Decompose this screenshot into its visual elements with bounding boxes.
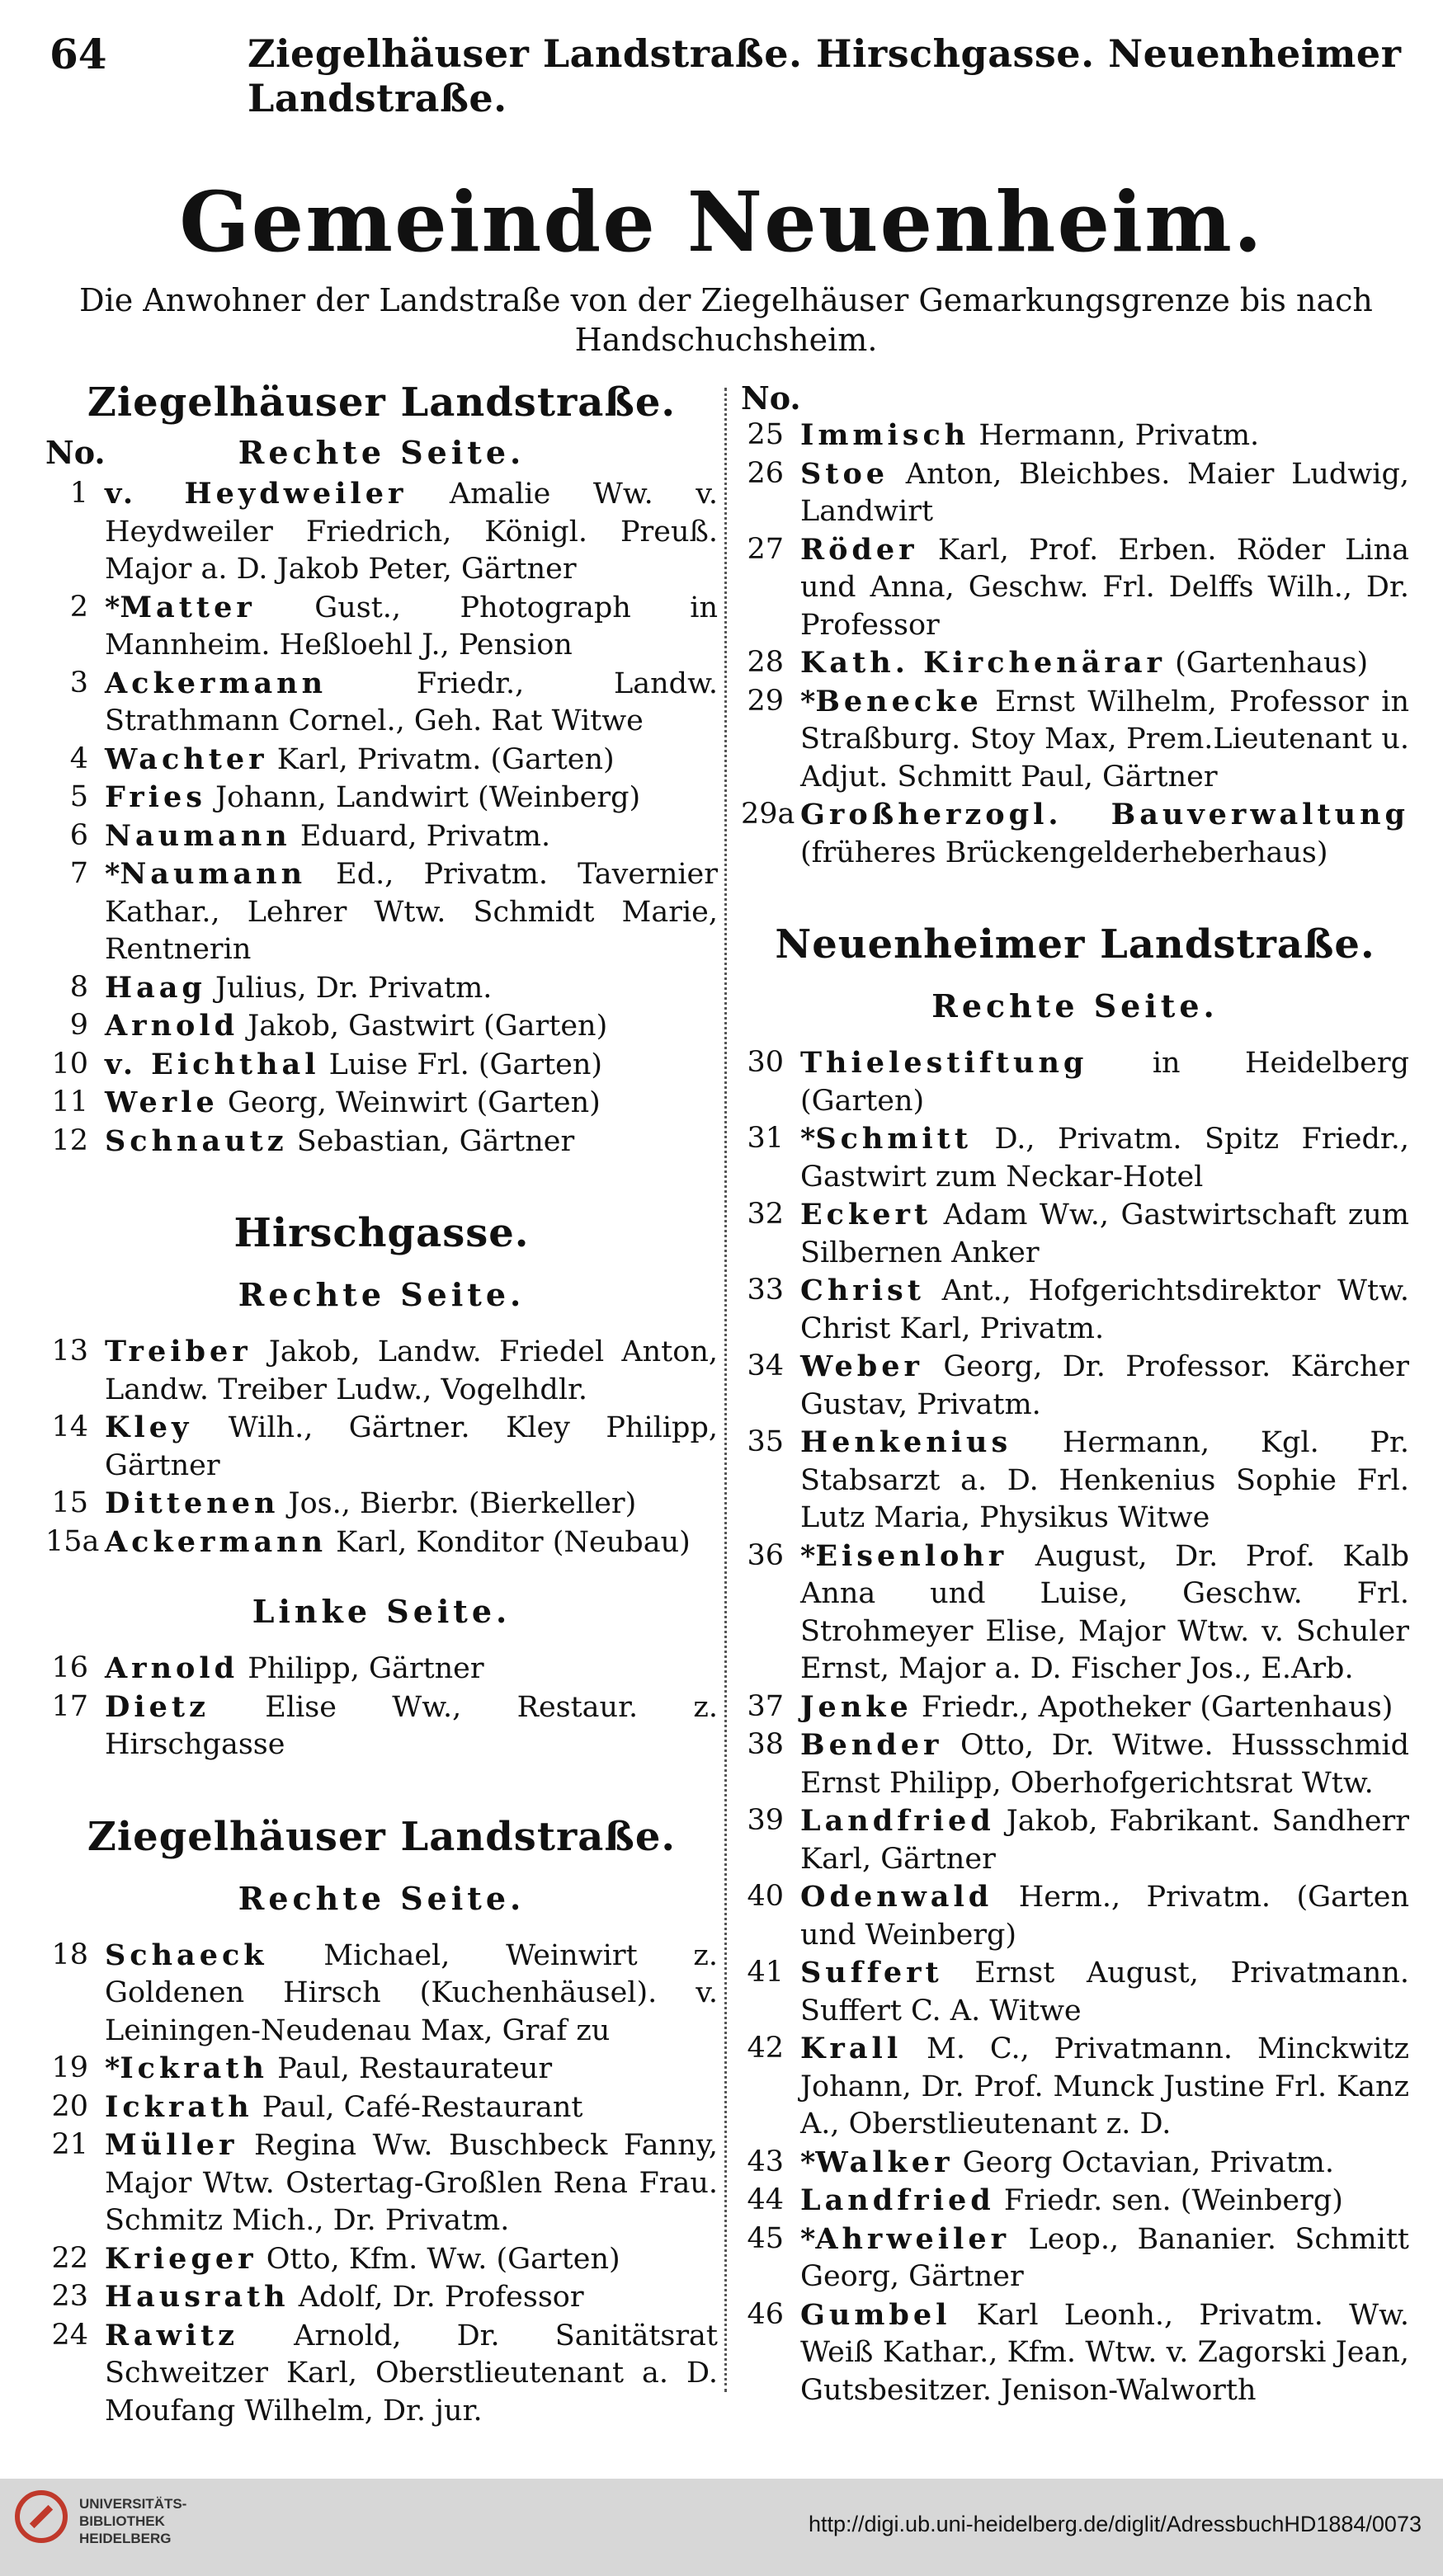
resident-details: Friedr., Apotheker (Gartenhaus) <box>912 1690 1393 1724</box>
side-heading: Rechte Seite. <box>931 987 1219 1024</box>
resident-details: Amalie Ww. v. Heydweiler Friedrich, Königl. Preuß. Major a. D. Jakob Peter, Gärtner <box>105 478 718 586</box>
resident-name: Ickrath <box>120 2051 268 2085</box>
list-item <box>741 644 1409 683</box>
resident-name: Fries <box>105 780 206 814</box>
house-number: 39 <box>747 1804 784 1837</box>
resident-details: Jakob, Gastwirt (Garten) <box>238 1010 608 1043</box>
resident-name: Landfried <box>800 2183 995 2217</box>
house-number: 40 <box>747 1880 784 1913</box>
house-number: 45 <box>747 2221 784 2255</box>
resident-details: Anton, Bleichbes. Maier Ludwig, Landwirt <box>800 457 1409 528</box>
house-number: 27 <box>747 532 784 566</box>
list-item <box>45 1409 718 1485</box>
house-number: 42 <box>747 2032 784 2065</box>
resident-details: Adolf, Dr. Professor <box>289 2281 584 2314</box>
resident-name: Thielestiftung <box>800 1046 1088 1080</box>
list-item <box>45 1937 718 2051</box>
resident-name: Schmitt <box>815 1122 973 1156</box>
resident-name: Schaeck <box>105 1938 268 1972</box>
house-number: 9 <box>69 1009 88 1042</box>
resident-name: Immisch <box>800 418 970 452</box>
resident-details: Jos., Bierbr. (Bierkeller) <box>279 1487 637 1520</box>
list-item <box>741 1954 1409 2030</box>
footer-bar <box>0 2479 1443 2576</box>
resident-details: Michael, Weinwirt z. Goldenen Hirsch (Kuchenhäusel). v. Leiningen-Neudenau Max, Graf zu <box>105 1938 718 2047</box>
resident-details: August, Dr. Prof. Kalb Anna und Luise, Geschw. Frl. Strohmeyer Elise, Major Wtw. v. Schuler Ernst, Major a. D. Fischer Jos., E.Arb. <box>800 1539 1409 1685</box>
resident-name: Krieger <box>105 2241 257 2276</box>
side-heading: Linke Seite. <box>252 1593 512 1630</box>
house-number: 36 <box>747 1538 784 1572</box>
resident-details: in Heidelberg (Garten) <box>800 1047 1409 1118</box>
house-number: 32 <box>747 1198 784 1231</box>
list-item <box>45 1007 718 1046</box>
list-item <box>45 2240 718 2279</box>
resident-name: Landfried <box>800 1804 995 1838</box>
house-number: 30 <box>747 1046 784 1079</box>
list-item <box>45 2126 718 2240</box>
list-item <box>741 1272 1409 1348</box>
list-item <box>741 2182 1409 2220</box>
house-number: 37 <box>747 1689 784 1723</box>
resident-details: Luise Frl. (Garten) <box>319 1048 603 1081</box>
house-number: 33 <box>747 1274 784 1307</box>
house-number: 22 <box>51 2241 88 2275</box>
side-heading: Rechte Seite. <box>238 434 526 471</box>
list-item <box>45 1046 718 1085</box>
resident-name: Eisenlohr <box>815 1538 1008 1573</box>
left-column <box>45 379 718 2430</box>
resident-details: Sebastian, Gärtner <box>287 1124 575 1158</box>
list-item <box>45 1123 718 1161</box>
resident-details: D., Privatm. Spitz Friedr., Gastwirt zum Neckar-Hotel <box>800 1123 1409 1194</box>
asterisk-mark: * <box>105 857 120 891</box>
resident-details: Julius, Dr. Privatm. <box>205 971 493 1005</box>
source-url-link[interactable]: http://digi.ub.uni-heidelberg.de/diglit/AdressbuchHD1884/0073 <box>808 2512 1422 2536</box>
list-item <box>741 1688 1409 1727</box>
resident-details: Regina Ww. Buschbeck Fanny, Major Wtw. Ostertag-Großlen Rena Frau. Schmitz Mich., Dr. Privatm. <box>105 2129 718 2237</box>
resident-name: Großherzogl. Bauverwaltung <box>800 798 1409 831</box>
list-item <box>45 1523 718 1562</box>
resident-details: Ed., Privatm. Tavernier Kathar., Lehrer Wtw. Schmidt Marie, Rentnerin <box>105 858 718 966</box>
house-number: 29a <box>741 798 795 831</box>
list-item <box>741 2296 1409 2410</box>
resident-details: Ernst Wilhelm, Professor in Straßburg. Stoy Max, Prem.Lieutenant u. Adjut. Schmitt Paul, Gärtner <box>800 685 1409 794</box>
list-item <box>45 1688 718 1764</box>
resident-name: Gumbel <box>800 2297 951 2332</box>
house-number: 20 <box>51 2089 88 2123</box>
resident-details: Johann, Landwirt (Weinberg) <box>205 781 641 814</box>
resident-details: Otto, Kfm. Ww. (Garten) <box>257 2242 620 2276</box>
resident-details: Friedr. sen. (Weinberg) <box>994 2184 1343 2217</box>
list-item <box>45 1333 718 1409</box>
list-item <box>741 1802 1409 1878</box>
resident-name: Ackermann <box>105 1524 328 1559</box>
house-number: 25 <box>747 418 784 451</box>
house-number: 43 <box>747 2145 784 2178</box>
resident-name: Werle <box>105 1085 219 1119</box>
house-number: 16 <box>51 1651 88 1684</box>
intro-text: Die Anwohner der Landstraße von der Ziegelhäuser Gemarkungsgrenze bis nach Handschuchsheim. <box>79 282 1373 358</box>
house-number: 24 <box>51 2318 88 2352</box>
street-title: Hirschgasse. <box>233 1210 530 1256</box>
list-item <box>45 475 718 589</box>
house-number: 38 <box>747 1728 784 1761</box>
list-item <box>741 1538 1409 1688</box>
list-item <box>45 1650 718 1688</box>
page-header <box>0 25 1443 120</box>
resident-name: Naumann <box>120 857 307 891</box>
side-heading: Rechte Seite. <box>238 1879 526 1917</box>
resident-details: Philipp, Gärtner <box>238 1652 484 1685</box>
resident-name: Eckert <box>800 1198 932 1231</box>
resident-details: Karl Leonh., Privatm. Ww. Weiß Kathar., Kfm. Wtw. v. Zagorski Jean, Gutsbesitzer. Jenison-Walworth <box>800 2298 1409 2407</box>
resident-details: Hermann, Kgl. Pr. Stabsarzt a. D. Henkenius Sophie Frl. Lutz Maria, Physikus Witwe <box>800 1426 1409 1534</box>
house-number: 29 <box>747 684 784 718</box>
list-item <box>45 2278 718 2317</box>
resident-name: Jenke <box>800 1689 912 1724</box>
resident-details: Ant., Hofgerichtsdirektor Wtw. Christ Karl, Privatm. <box>800 1274 1409 1345</box>
resident-name: Krall <box>800 2032 903 2065</box>
resident-name: Ackermann <box>105 666 328 700</box>
house-number: 8 <box>69 970 88 1004</box>
list-item <box>45 855 718 969</box>
house-number: 15a <box>45 1524 100 1558</box>
resident-name: Haag <box>105 970 206 1005</box>
resident-name: Christ <box>800 1274 925 1307</box>
resident-name: Dittenen <box>105 1486 280 1520</box>
resident-details: Karl, Konditor (Neubau) <box>327 1525 691 1559</box>
list-item <box>741 2030 1409 2144</box>
resident-details: Herm., Privatm. (Garten und Weinberg) <box>800 1881 1409 1952</box>
house-number: 41 <box>747 1956 784 1989</box>
resident-details: Arnold, Dr. Sanitätsrat Schweitzer Karl, Oberstlieutenant a. D. Moufang Wilhelm, Dr. jur. <box>105 2319 718 2428</box>
list-item <box>45 969 718 1008</box>
resident-details: Elise Ww., Restaur. z. Hirschgasse <box>105 1690 718 1761</box>
house-number: 7 <box>69 857 88 890</box>
resident-name: v. Heydweiler <box>105 477 408 511</box>
resident-name: Suffert <box>800 1956 943 1990</box>
house-number: 18 <box>51 1938 88 1971</box>
resident-name: Bender <box>800 1728 943 1762</box>
resident-name: Benecke <box>815 684 983 718</box>
resident-name: Kath. Kirchenärar <box>800 646 1166 680</box>
resident-name: Schnautz <box>105 1123 288 1158</box>
resident-name: Rawitz <box>105 2318 239 2352</box>
house-number: 2 <box>69 590 88 624</box>
asterisk-mark: * <box>800 2145 816 2179</box>
list-item <box>45 741 718 779</box>
list-item <box>45 665 718 741</box>
list-item <box>741 796 1409 872</box>
side-heading: Rechte Seite. <box>238 1276 526 1313</box>
list-item <box>741 1878 1409 1954</box>
resident-name: Stoe <box>800 456 889 491</box>
resident-details: Georg Octavian, Privatm. <box>953 2145 1334 2179</box>
house-number: 23 <box>51 2280 88 2313</box>
resident-details: Paul, Café-Restaurant <box>252 2090 583 2124</box>
asterisk-mark: * <box>105 590 120 624</box>
house-number: 4 <box>69 742 88 775</box>
resident-details: Adam Ww., Gastwirtschaft zum Silbernen Anker <box>800 1199 1409 1269</box>
list-item <box>741 1120 1409 1196</box>
resident-details: Georg, Dr. Professor. Kärcher Gustav, Privatm. <box>800 1350 1409 1421</box>
list-item <box>741 1044 1409 1120</box>
resident-details: Wilh., Gärtner. Kley Philipp, Gärtner <box>105 1411 718 1482</box>
resident-name: Ahrweiler <box>815 2221 1011 2256</box>
house-number: 31 <box>747 1122 784 1155</box>
resident-details: (Gartenhaus) <box>1165 647 1369 680</box>
no-label: No. <box>45 434 106 471</box>
house-number: 46 <box>747 2297 784 2331</box>
list-item <box>45 1084 718 1123</box>
resident-name: Wachter <box>105 742 268 776</box>
resident-name: Henkenius <box>800 1425 1012 1459</box>
house-number: 21 <box>51 2128 88 2161</box>
house-number: 3 <box>69 666 88 699</box>
street-title: Neuenheimer Landstraße. <box>775 921 1375 968</box>
resident-name: Arnold <box>105 1651 239 1685</box>
house-number: 28 <box>747 646 784 679</box>
list-item <box>741 2220 1409 2296</box>
resident-details: Friedr., Landw. Strathmann Cornel., Geh. Rat Witwe <box>105 666 718 737</box>
resident-details: Hermann, Privatm. <box>969 419 1260 452</box>
house-number: 1 <box>69 477 88 510</box>
main-title: Gemeinde Neuenheim. <box>179 173 1264 271</box>
resident-name: Matter <box>120 590 256 624</box>
logo-line: BIBLIOTHEK <box>79 2513 165 2529</box>
asterisk-mark: * <box>105 2051 120 2085</box>
resident-name: Hausrath <box>105 2280 290 2314</box>
running-title: Ziegelhäuser Landstraße. Hirschgasse. Neuenheimer Landstraße. <box>248 31 1402 120</box>
list-item <box>45 2317 718 2431</box>
no-label: No. <box>741 379 801 417</box>
resident-name: v. Eichthal <box>105 1047 320 1081</box>
resident-details: Paul, Restaurateur <box>267 2052 553 2085</box>
resident-name: Naumann <box>105 818 291 853</box>
list-item <box>45 2089 718 2127</box>
asterisk-mark: * <box>800 1538 816 1573</box>
asterisk-mark: * <box>800 2221 816 2256</box>
list-item <box>45 817 718 856</box>
resident-name: Odenwald <box>800 1880 993 1914</box>
resident-details: (früheres Brückengelderheberhaus) <box>800 836 1328 869</box>
list-item <box>45 1485 718 1523</box>
resident-details: Karl, Privatm. (Garten) <box>267 742 615 776</box>
resident-details: Jakob, Landw. Friedel Anton, Landw. Treiber Ludw., Vogelhdlr. <box>105 1335 718 1406</box>
house-number: 19 <box>51 2051 88 2084</box>
resident-details: Jakob, Fabrikant. Sandherr Karl, Gärtner <box>800 1805 1409 1876</box>
right-column <box>741 379 1409 2409</box>
resident-details: M. C., Privatmann. Minckwitz Johann, Dr. Prof. Munck Justine Frl. Kanz A., Oberstlieutenant z. D. <box>800 2032 1409 2140</box>
house-number: 10 <box>51 1047 88 1081</box>
resident-name: Dietz <box>105 1689 210 1724</box>
list-item <box>741 1424 1409 1538</box>
resident-name: Weber <box>800 1349 923 1383</box>
resident-details: Ernst August, Privatmann. Suffert C. A. Witwe <box>800 1957 1409 2027</box>
library-logo-text[interactable] <box>79 2495 186 2547</box>
library-logo-icon[interactable] <box>15 2490 68 2543</box>
resident-details: Karl, Prof. Erben. Röder Lina und Anna, Geschw. Frl. Delffs Wilh., Dr. Professor <box>800 533 1409 642</box>
house-number: 17 <box>51 1689 88 1723</box>
list-item <box>741 455 1409 531</box>
house-number: 34 <box>747 1349 784 1382</box>
house-number: 5 <box>69 780 88 813</box>
list-item <box>45 589 718 665</box>
column-header <box>45 426 718 475</box>
logo-line: HEIDELBERG <box>79 2531 172 2546</box>
list-item <box>45 779 718 817</box>
list-item <box>45 2050 718 2089</box>
list-item <box>741 683 1409 797</box>
resident-name: Röder <box>800 532 918 567</box>
house-number: 14 <box>51 1410 88 1443</box>
list-item <box>741 1348 1409 1424</box>
house-number: 35 <box>747 1425 784 1458</box>
resident-name: Kley <box>105 1410 193 1444</box>
resident-details: Georg, Weinwirt (Garten) <box>218 1086 601 1119</box>
page-number: 64 <box>50 30 107 78</box>
list-item <box>741 417 1409 455</box>
resident-name: Müller <box>105 2128 238 2162</box>
resident-name: Arnold <box>105 1009 239 1043</box>
resident-name: Treiber <box>105 1335 252 1368</box>
resident-details: Leop., Bananier. Schmitt Georg, Gärtner <box>800 2222 1409 2293</box>
list-item <box>741 531 1409 645</box>
list-item <box>741 1196 1409 1272</box>
list-item <box>741 2144 1409 2183</box>
asterisk-mark: * <box>800 1122 816 1156</box>
house-number: 26 <box>747 456 784 490</box>
house-number: 11 <box>51 1085 88 1118</box>
logo-line: UNIVERSITÄTS- <box>79 2496 187 2512</box>
resident-name: Ickrath <box>105 2089 253 2124</box>
house-number: 15 <box>51 1486 88 1519</box>
resident-details: Otto, Dr. Witwe. Hussschmid Ernst Philipp, Oberhofgerichtsrat Wtw. <box>800 1729 1409 1800</box>
house-number: 13 <box>51 1335 88 1368</box>
street-title: Ziegelhäuser Landstraße. <box>87 379 677 426</box>
asterisk-mark: * <box>800 684 816 718</box>
column-divider <box>724 388 727 2392</box>
resident-name: Walker <box>815 2145 954 2179</box>
street-title: Ziegelhäuser Landstraße. <box>87 1813 677 1860</box>
house-number: 12 <box>51 1123 88 1157</box>
list-item <box>741 1726 1409 1802</box>
house-number: 44 <box>747 2183 784 2216</box>
resident-details: Eduard, Privatm. <box>290 819 551 853</box>
resident-details: Gust., Photograph in Mannheim. Heßloehl J., Pension <box>105 591 718 662</box>
house-number: 6 <box>69 818 88 852</box>
